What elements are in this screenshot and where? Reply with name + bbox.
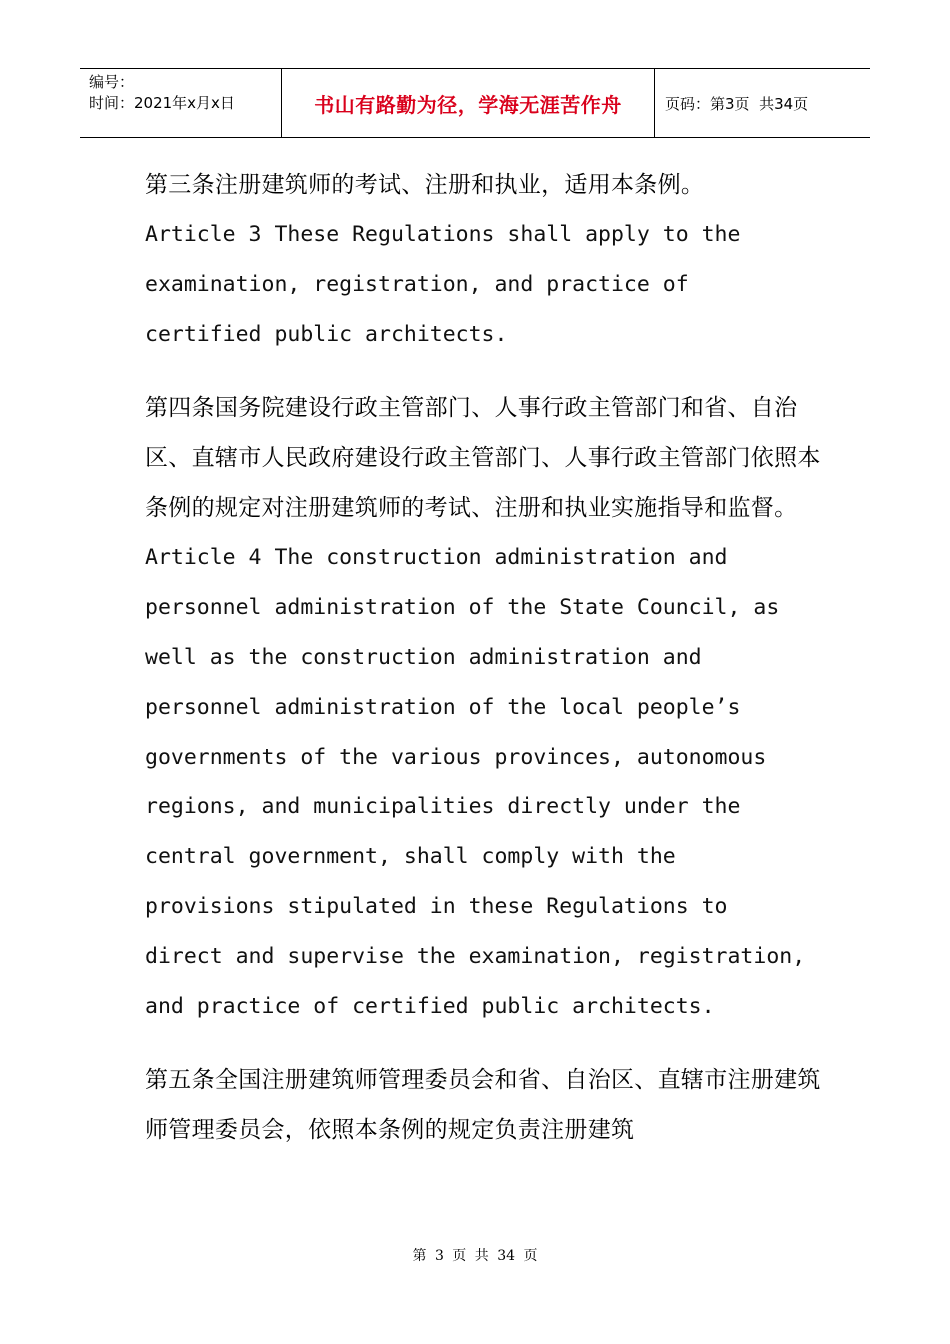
header-page-info	[655, 69, 870, 137]
paragraph-gap	[145, 1031, 825, 1055]
article-4-english: Article 4 The construction administration and personnel administration of the State Council, as well as the construction administration and personnel administration of the local people’s governments of the various provinces, autonomous regions, and municipalities directly under the central government, shall comply with the provisions stipulated in these Regulations to direct and supervise the examination, registration, and practice of certified public architects.	[145, 545, 806, 1019]
paragraph-gap	[145, 359, 825, 383]
article-4-chinese: 第四条国务院建设行政主管部门、人事行政主管部门和省、自治区、直辖市人民政府建设行政主管部门、人事行政主管部门依照本条例的规定对注册建筑师的考试、注册和执业实施指导和监督。	[145, 395, 821, 522]
page-number-label: 页码：第3页 共34页	[665, 94, 809, 113]
page-footer: 第 3 页 共 34 页	[412, 1248, 538, 1264]
article-3-english: Article 3 These Regulations shall apply to the examination, registration, and practice of certified public architects.	[145, 222, 741, 347]
serial-number-label: 编号：	[89, 73, 135, 91]
article-3-chinese: 第三条注册建筑师的考试、注册和执业，适用本条例。	[145, 172, 705, 198]
article-5-chinese: 第五条全国注册建筑师管理委员会和省、自治区、直辖市注册建筑师管理委员会，依照本条例的规定负责注册建筑	[145, 1067, 821, 1144]
header-motto: 书山有路勤为径，学海无涯苦作舟	[282, 69, 655, 137]
document-body	[145, 160, 825, 1155]
page-header	[80, 68, 870, 138]
date-label: 时间：2021年x月x日	[89, 94, 235, 112]
header-meta	[80, 69, 282, 137]
